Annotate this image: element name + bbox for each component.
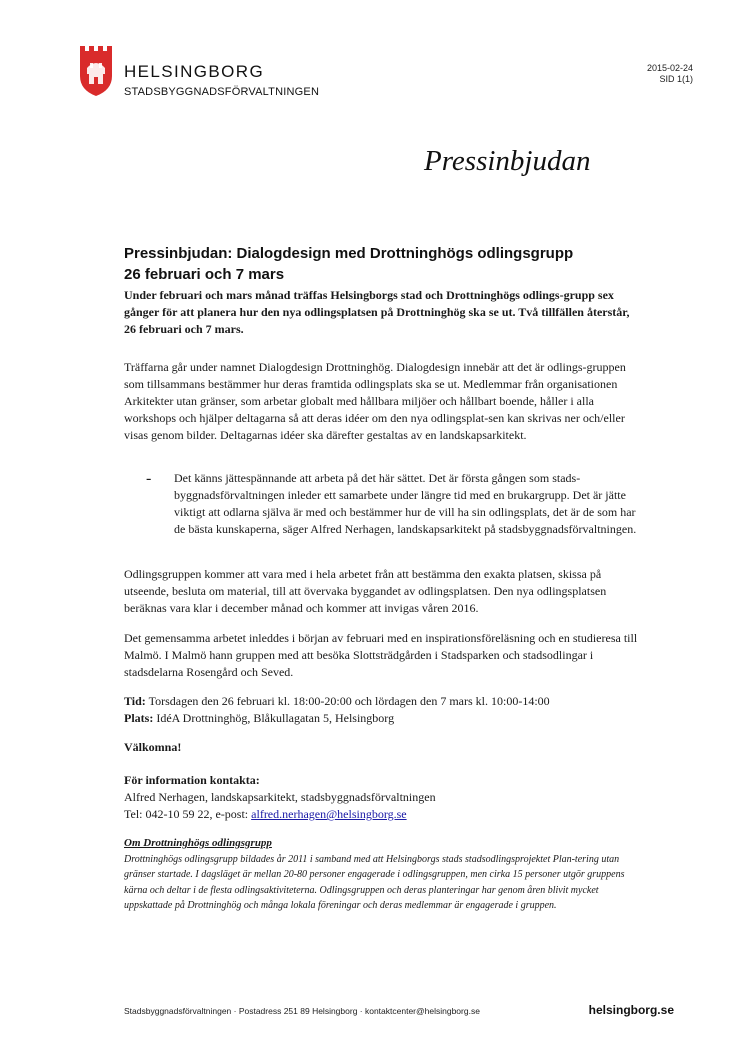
time-value: Torsdagen den 26 februari kl. 18:00-20:00 och lördagen den 7 mars kl. 10:00-14:00 <box>145 694 550 708</box>
place-value: IdéA Drottninghög, Blåkullagatan 5, Helsingborg <box>153 711 395 725</box>
body-paragraph-2: Odlingsgruppen kommer att vara med i hela arbetet från att bestämma den exakta platsen, skissa på utseende, besluta om material, till att övervaka byggandet av odlingsplatsen. Den nya odlingsplatsen beräknas vara klar i december månad och kommer att invigas våren 2016. <box>124 567 607 615</box>
footer-website: helsingborg.se <box>588 1003 674 1017</box>
event-place <box>124 710 644 727</box>
contact-heading: För information kontakta: <box>124 773 260 787</box>
quote-dash: - <box>146 470 152 487</box>
contact-phone-line <box>124 806 644 823</box>
about-text: Drottninghögs odlingsgrupp bildades år 2011 i samband med att Helsingborgs stads stadsodlingsprojektet Plan-tering utan gränser startade. I dagsläget är mellan 20-80 personer engagerade i odlingsgruppen, men cirka 15 personer utgör gruppens kärna och deltar i de flesta odlingsaktiviteterna. Odlingsgruppen och deras planteringar har genom åren blivit mycket uppskattade på Drottninghög och många lokala föreningar och deras medlemmar är engagerade i gruppen. <box>124 853 625 911</box>
contact-block <box>124 772 644 823</box>
lead-paragraph: Under februari och mars månad träffas Helsingborgs stad och Drottninghögs odlings-grupp sex gånger för att planera hur den nya odlingsplatsen på Drottninghög ska se ut. Två tillfällen återstår, 26 februari och 7 mars. <box>124 288 630 336</box>
contact-phone: Tel: 042-10 59 22, e-post: <box>124 807 252 821</box>
org-department: STADSBYGGNADSFÖRVALTNINGEN <box>124 86 320 98</box>
event-time <box>124 693 644 710</box>
helsingborg-crest-icon <box>78 44 114 98</box>
event-details <box>124 693 644 727</box>
footer-address: Stadsbyggnadsförvaltningen · Postadress 251 89 Helsingborg · kontaktcenter@helsingborg.se <box>124 1006 480 1016</box>
document-type-title: Pressinbjudan <box>424 145 591 177</box>
headline-line-1: Pressinbjudan: Dialogdesign med Drottninghögs odlingsgrupp <box>124 245 574 262</box>
headline <box>124 243 684 285</box>
body-paragraph-3: Det gemensamma arbetet inleddes i början av februari med en inspirationsföreläsning och en studieresa till Malmö. I Malmö hann gruppen med att besöka Slottsträdgården i Stadsparken och stadsodlingar i stadsdelarna Rosengård och Seved. <box>124 631 638 679</box>
contact-email-link[interactable]: alfred.nerhagen@helsingborg.se <box>251 807 407 821</box>
document-date: 2015-02-24 <box>646 63 693 73</box>
place-label: Plats: <box>124 711 154 725</box>
org-name: HELSINGBORG <box>124 62 265 81</box>
page-number: SID 1(1) <box>659 74 693 84</box>
about-section <box>124 836 644 914</box>
about-title: Om Drottninghögs odlingsgrupp <box>124 837 272 849</box>
quote-block <box>146 470 644 538</box>
time-label: Tid: <box>124 694 146 708</box>
body-paragraph-1: Träffarna går under namnet Dialogdesign Drottninghög. Dialogdesign innebär att det är odlings-gruppen som tillsammans bestämmer hur deras framtida odlingsplats ska se ut. Medlemmar från organisationen Arkitekter utan gränser, som arbetar globalt med hållbara miljöer och hållbart boende, håller i alla workshops och hjälper deltagarna så att deras idéer om den nya odlingsplat-sen kan skrivas ner och/eller visas genom bilder. Deltagarnas idéer ska därefter gestaltas av en landskapsarkitekt. <box>124 360 626 442</box>
quote-text: Det känns jättespännande att arbeta på det här sättet. Det är första gången som stads-byggnadsförvaltningen inleder ett samarbete under längre tid med en brukargrupp. Det är jätte viktigt att odlarna själva är med och bestämmer hur de vill ha sin odlingsplats, det är de som har de bästa kunskaperna, säger Alfred Nerhagen, landskapsarkitekt på stadsbyggnadsförvaltningen. <box>174 471 637 536</box>
document-meta <box>647 63 693 85</box>
contact-name: Alfred Nerhagen, landskapsarkitekt, stadsbyggnadsförvaltningen <box>124 790 436 804</box>
welcome-text: Välkomna! <box>124 740 182 754</box>
headline-line-2: 26 februari och 7 mars <box>124 266 285 283</box>
